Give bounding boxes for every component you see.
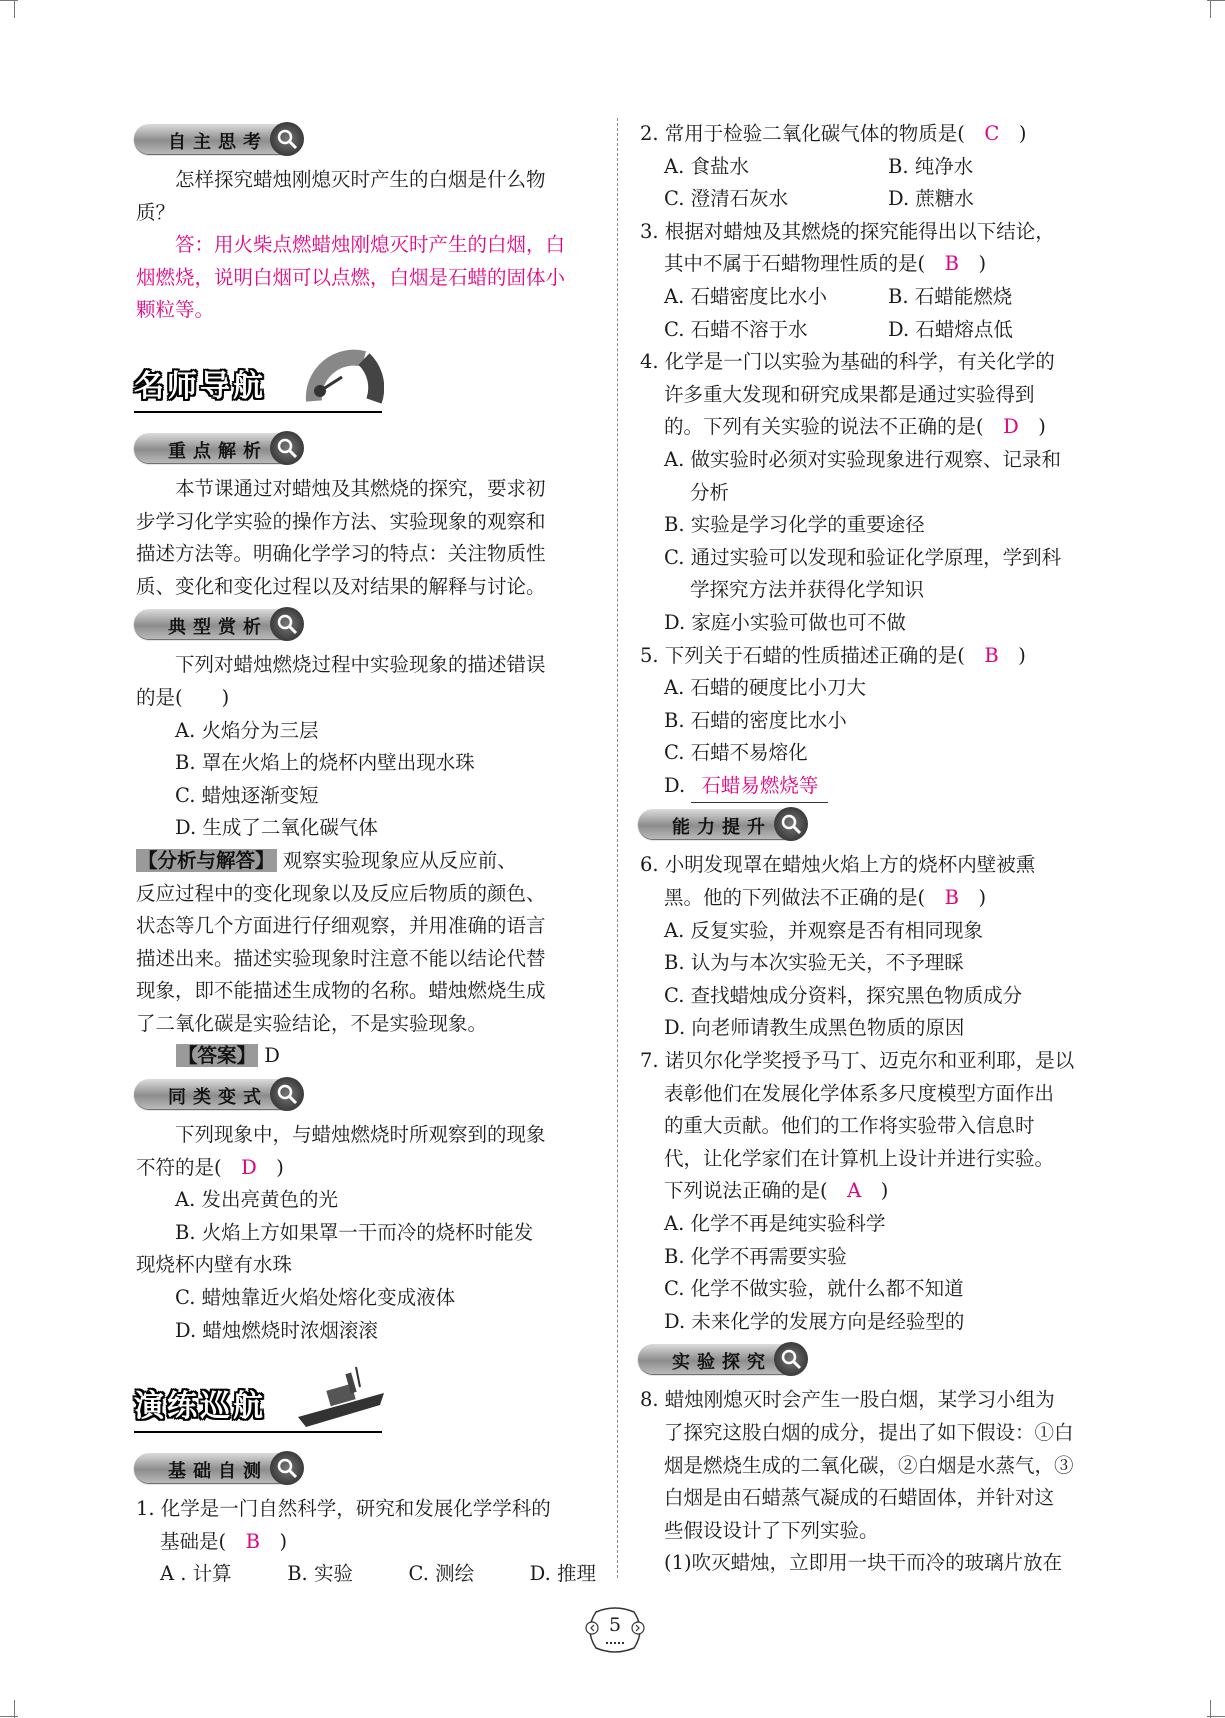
variant-option-b: B. 火焰上方如果罩一干而冷的烧杯时能发 xyxy=(175,1220,534,1244)
example-stem: 下列对蜡烛燃烧过程中实验现象的描述错误 xyxy=(175,653,546,677)
option-d: D. 石蜡易燃烧等 xyxy=(640,770,1100,804)
option-c: C. 通过实验可以发现和验证化学原理，学到科 xyxy=(664,545,1062,569)
right-column xyxy=(640,118,1100,1580)
crop-mark xyxy=(0,0,18,1)
variant-option-b: 现烧杯内壁有水珠 xyxy=(136,1253,293,1277)
option-d: D. 石蜡熔点低 xyxy=(888,317,1013,341)
answer-mark: C xyxy=(984,122,1000,145)
question-7-stem: 的重大贡献。他们的工作将实验带入信息时 xyxy=(664,1114,1035,1138)
option-b: B. 实验是学习化学的重要途径 xyxy=(664,513,925,537)
question-3-options xyxy=(640,281,1100,346)
option-c: 学探究方法并获得化学知识 xyxy=(690,578,925,602)
option-b: B. 实验 xyxy=(287,1562,353,1586)
question-6-stem: 黑。他的下列做法不正确的是( B ) xyxy=(664,886,987,910)
question-1-stem: 1. 化学是一门自然科学，研究和发展化学学科的 xyxy=(136,1497,551,1521)
example-option-c: C. 蜡烛逐渐变短 xyxy=(175,783,319,807)
left-column xyxy=(136,118,596,1591)
option-a: A. 化学不再是纯实验科学 xyxy=(664,1212,886,1235)
page-footer xyxy=(582,1606,648,1654)
option-a: A. 食盐水 xyxy=(664,154,749,178)
analysis-tag: 【分析与解答】 xyxy=(138,848,275,872)
question-1-options xyxy=(136,1558,596,1591)
option-c: C. 查找蜡烛成分资料，探究黑色物质成分 xyxy=(664,983,1023,1007)
example-analysis: 反应过程中的变化现象以及反应后物质的颜色、 xyxy=(136,881,546,905)
answer-mark: B xyxy=(944,886,959,910)
option-c: C. 测绘 xyxy=(408,1562,475,1586)
magnifier-icon xyxy=(270,431,304,465)
example-analysis: 【分析与解答】 观察实验现象应从反应前、 xyxy=(138,848,517,872)
key-analysis-text: 本节课通过对蜡烛及其燃烧的探究，要求初 xyxy=(175,476,546,500)
section-badge-ability: 能力提升 xyxy=(638,809,806,839)
option-a: A. 石蜡的硬度比小刀大 xyxy=(664,676,866,700)
column-divider xyxy=(617,118,618,1578)
self-thinking-answer: 颗粒等。 xyxy=(136,298,215,322)
question-1-stem: 基础是( B ) xyxy=(160,1529,288,1553)
example-option-d: D. 生成了二氧化碳气体 xyxy=(175,816,378,840)
option-b: B. 石蜡能燃烧 xyxy=(888,284,1013,308)
section-badge-similar-variant: 同类变式 xyxy=(134,1079,302,1109)
section-badge-experiment: 实验探究 xyxy=(638,1344,806,1374)
option-b: B. 石蜡的密度比水小 xyxy=(664,708,847,732)
question-6-stem: 6. 小明发现罩在蜡烛火焰上方的烧杯内壁被熏 xyxy=(640,853,1036,877)
answer-mark: B xyxy=(984,643,999,667)
question-4-stem: 4. 化学是一门以实验为基础的科学，有关化学的 xyxy=(640,350,1055,374)
magnifier-icon xyxy=(774,807,808,841)
answer-mark: A xyxy=(847,1179,862,1203)
option-c: C. 化学不做实验，就什么都不知道 xyxy=(664,1277,964,1301)
section-banner-practice: 演练巡航 xyxy=(134,1361,596,1443)
section-banner-teacher-guide: 名师导航 xyxy=(134,341,596,423)
crop-mark xyxy=(1210,1700,1211,1718)
question-8-sub-1: (1)吹灭蜡烛，立即用一块干而冷的玻璃片放在 xyxy=(664,1551,1063,1575)
option-b: B. 认为与本次实验无关，不予理睬 xyxy=(664,951,964,975)
question-7-stem: 代，让化学家们在计算机上设计并进行实验。 xyxy=(664,1146,1055,1170)
option-b: B. 纯净水 xyxy=(888,154,974,178)
crop-mark xyxy=(14,1700,15,1718)
page-number: 5 xyxy=(608,1614,622,1636)
option-d: D. 推理 xyxy=(529,1562,596,1586)
question-4-stem: 的。下列有关实验的说法不正确的是( D ) xyxy=(664,415,1046,439)
self-thinking-answer: 烟燃烧，说明白烟可以点燃，白烟是石蜡的固体小 xyxy=(136,265,566,289)
answer-mark: B xyxy=(944,252,959,276)
crop-mark xyxy=(1210,0,1211,18)
question-8-stem: 白烟是由石蜡蒸气凝成的石蜡固体，并针对这 xyxy=(664,1486,1055,1510)
variant-option-a: A. 发出亮黄色的光 xyxy=(175,1188,338,1212)
key-analysis-text: 质、变化和变化过程以及对结果的解释与讨论。 xyxy=(136,574,546,598)
question-5-stem: 5. 下列关于石蜡的性质描述正确的是( B ) xyxy=(640,643,1026,667)
section-badge-typical-example: 典型赏析 xyxy=(134,609,302,639)
variant-option-c: C. 蜡烛靠近火焰处熔化变成液体 xyxy=(175,1286,456,1310)
question-8-stem: 些假设设计了下列实验。 xyxy=(664,1518,879,1542)
option-a: A . 计算 xyxy=(160,1562,232,1586)
question-7-stem: 7. 诺贝尔化学奖授予马丁、迈克尔和亚利耶，是以 xyxy=(640,1049,1075,1073)
section-badge-self-thinking: 自主思考 xyxy=(134,124,302,154)
example-answer: 【答案】 D xyxy=(178,1044,280,1068)
option-a: A. 做实验时必须对实验现象进行观察、记录和 xyxy=(664,447,1061,471)
question-2-options xyxy=(640,151,1100,216)
example-analysis: 现象，即不能描述生成物的名称。蜡烛燃烧生成 xyxy=(136,979,546,1003)
question-3-stem: 其中不属于石蜡物理性质的是( B ) xyxy=(664,252,987,276)
self-thinking-question: 怎样探究蜡烛刚熄灭时产生的白烟是什么物 xyxy=(175,168,546,191)
example-analysis: 状态等几个方面进行仔细观察，并用准确的语言 xyxy=(136,914,546,938)
fill-in-answer: 石蜡易燃烧等 xyxy=(691,770,828,804)
option-c: C. 石蜡不溶于水 xyxy=(664,317,808,341)
option-d: D. 家庭小实验可做也可不做 xyxy=(664,610,906,634)
option-c: C. 石蜡不易熔化 xyxy=(664,741,808,765)
section-badge-basic-test: 基础自测 xyxy=(134,1453,302,1483)
example-option-a: A. 火焰分为三层 xyxy=(175,718,319,742)
answer-mark: D xyxy=(1003,415,1019,439)
option-b: B. 化学不再需要实验 xyxy=(664,1244,847,1268)
question-8-stem: 8. 蜡烛刚熄灭时会产生一股白烟，某学习小组为 xyxy=(640,1388,1055,1412)
question-8-stem: 烟是燃烧生成的二氧化碳，②白烟是水蒸气，③ xyxy=(664,1453,1074,1477)
option-d: D. 向老师请教生成黑色物质的原因 xyxy=(664,1016,965,1040)
variant-stem: 下列现象中，与蜡烛燃烧时所观察到的现象 xyxy=(175,1123,546,1147)
answer-mark: D xyxy=(241,1155,257,1179)
example-option-b: B. 罩在火焰上的烧杯内壁出现水珠 xyxy=(175,751,475,775)
variant-stem: 不符的是( D ) xyxy=(136,1155,284,1179)
question-7-stem: 表彰他们在发展化学体系多尺度模型方面作出 xyxy=(664,1081,1055,1105)
gauge-icon xyxy=(294,341,384,413)
question-2-stem: 2. 常用于检验二氧化碳气体的物质是( C ) xyxy=(640,122,1027,145)
self-thinking-question: 质？ xyxy=(136,200,176,224)
option-d: D. 未来化学的发展方向是经验型的 xyxy=(664,1309,965,1333)
variant-option-d: D. 蜡烛燃烧时浓烟滚滚 xyxy=(175,1318,378,1342)
banner-underline xyxy=(134,411,382,413)
magnifier-icon xyxy=(270,1451,304,1485)
example-analysis: 描述出来。描述实验现象时注意不能以结论代替 xyxy=(136,946,546,970)
ship-icon xyxy=(294,1365,390,1431)
question-4-stem: 许多重大发现和研究成果都是通过实验得到 xyxy=(664,382,1035,406)
key-analysis-text: 描述方法等。明确化学学习的特点：关注物质性 xyxy=(136,542,546,566)
magnifier-icon xyxy=(774,1342,808,1376)
option-d: D. 蔗糖水 xyxy=(888,187,974,211)
question-8-stem: 了探究这股白烟的成分，提出了如下假设：①白 xyxy=(664,1420,1074,1444)
answer-mark: B xyxy=(245,1529,260,1553)
crop-mark xyxy=(0,1716,18,1717)
magnifier-icon xyxy=(270,122,304,156)
option-a: A. 反复实验，并观察是否有相同现象 xyxy=(664,918,983,942)
self-thinking-answer: 答：用火柴点燃蜡烛刚熄灭时产生的白烟，白 xyxy=(175,233,566,257)
option-a: 分析 xyxy=(690,480,730,504)
magnifier-icon xyxy=(270,1077,304,1111)
banner-underline xyxy=(134,1431,382,1433)
answer-tag: 【答案】 xyxy=(178,1044,257,1068)
section-badge-key-analysis: 重点解析 xyxy=(134,433,302,463)
key-analysis-text: 步学习化学实验的操作方法、实验现象的观察和 xyxy=(136,509,546,533)
question-3-stem: 3. 根据对蜡烛及其燃烧的探究能得出以下结论， xyxy=(640,219,1055,243)
example-stem: 的是( ) xyxy=(136,685,230,709)
question-7-stem: 下列说法正确的是( A ) xyxy=(664,1179,889,1203)
option-c: C. 澄清石灰水 xyxy=(664,187,789,211)
option-a: A. 石蜡密度比水小 xyxy=(664,284,827,308)
magnifier-icon xyxy=(270,607,304,641)
example-analysis: 了二氧化碳是实验结论，不是实验现象。 xyxy=(136,1011,488,1035)
crop-mark xyxy=(14,0,15,18)
